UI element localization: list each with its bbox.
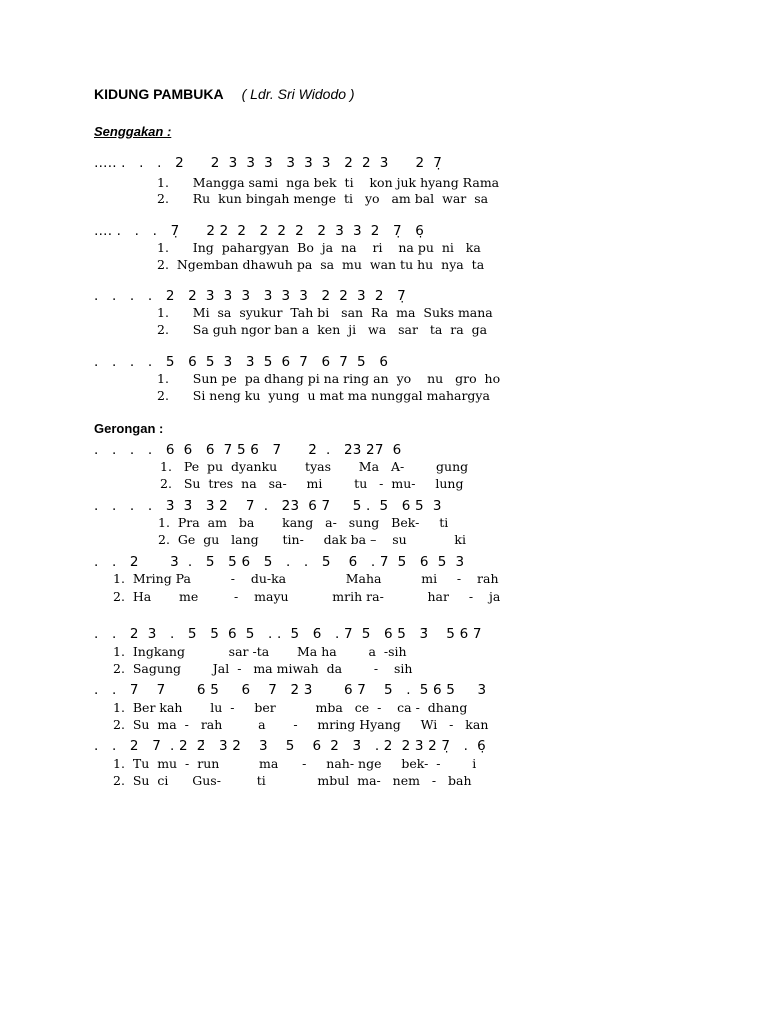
lyric-line: 1. Pra am ba kang a- sung Bek- ti: [158, 515, 449, 530]
notation-line: . . 7 7̄ 6 5 6 7̄ 2̇ 3̇ 6 7 5 . 5 6̄ 5 3: [94, 682, 487, 698]
lyric-line: 2. Ha me - mayu mrih ra- har - ja: [113, 589, 501, 604]
lyric-line: 2. Sagung Jal - ma miwah da - sih: [113, 661, 413, 676]
lyric-line: 1. Ber kah lu - ber mba ce - ca - dhang: [113, 700, 468, 715]
title-text: KIDUNG PAMBUKA: [94, 86, 224, 102]
notation-line: . . 2 3 . 5̄ 5 6 5 . . 5 6̄ . 7 5̄ 6 5 3: [94, 554, 465, 570]
lyric-line: 1. Sun pe pa dhang pi na ring an yo nu gro ho: [157, 371, 501, 386]
notation-line: . . . . 3̇ 3̄ 3̇ 2̇ 7 . 2̇3̇ 6 7 5 . 5̄ 6 5 3: [94, 498, 442, 514]
lyric-line: 1. Ingkang sar -ta Ma ha a -sih: [113, 644, 407, 659]
lyric-line: 2. Ge gu lang tin- dak ba – su ki: [158, 532, 466, 547]
lyric-line: 1. Tu mu - run ma - nah- nge bek- - i: [113, 756, 477, 771]
lyric-line: 1. Mangga sami nga bek ti kon juk hyang Rama: [157, 175, 500, 190]
lyric-line: 2. Ru kun bingah menge ti yo am bal war sa: [157, 191, 489, 206]
senggakan-heading: Senggakan :: [94, 124, 172, 139]
lyric-line: 2. Su ci Gus- ti mbul ma- nem - bah: [113, 773, 472, 788]
lyric-line: 2. Su tres na sa- mi tu - mu- lung: [160, 476, 464, 491]
notation-line: . . 2 3 . 5̄ 5 6 5 . . 5 6̄ . 7 5̄ 6 5 3̄ 5 6 7: [94, 626, 482, 642]
document-title: [94, 86, 355, 102]
lyric-line: 1. Ing pahargyan Bo ja na ri na pu ni ka: [157, 240, 481, 255]
notation-line: . . 2 7̄ . 2 2̄ 3 2 3 5 6 2 3̄ . 2 2 3 2 7̣ . 6̣: [94, 738, 486, 754]
lyric-line: 2. Su ma - rah a - mring Hyang Wi - kan: [113, 717, 489, 732]
lyric-line: 1. Pe pu dyanku tyas Ma A- gung: [160, 459, 469, 474]
lyric-line: 1. Mi sa syukur Tah bi san Ra ma Suks mana: [157, 305, 493, 320]
notation-line: . . . . 5 6 5 3 3 5 6 7 6 7 5 6: [94, 354, 389, 370]
lyric-line: 2. Sa guh ngor ban a ken ji wa sar ta ra ga: [157, 322, 488, 337]
lyric-line: 2. Ngemban dhawuh pa sa mu wan tu hu nya ta: [157, 257, 485, 272]
lyric-line: 1. Mring Pa - du-ka Maha mi - rah: [113, 571, 499, 586]
notation-line: …. . . . 7̣ 2 2 2 2 2 2 2 3 3 2 7̣ 6̣: [94, 223, 425, 239]
notation-line: . . . . 6 6 6̄ 7 5 6̄ 7 2̇ . 2̇3̇ 2̇7 6: [94, 442, 402, 458]
lyric-line: 2. Si neng ku yung u mat ma nunggal mahargya: [157, 388, 490, 403]
notation-line: ….. . . . 2 2 3 3 3 3 3 3 2 2 3 2 7̣: [94, 155, 443, 171]
notation-line: . . . . 2 2 3 3 3 3 3 3 2 2 3 2 7̣: [94, 288, 406, 304]
author-note: ( Ldr. Sri Widodo ): [241, 86, 355, 102]
gerongan-heading: Gerongan :: [94, 421, 164, 436]
